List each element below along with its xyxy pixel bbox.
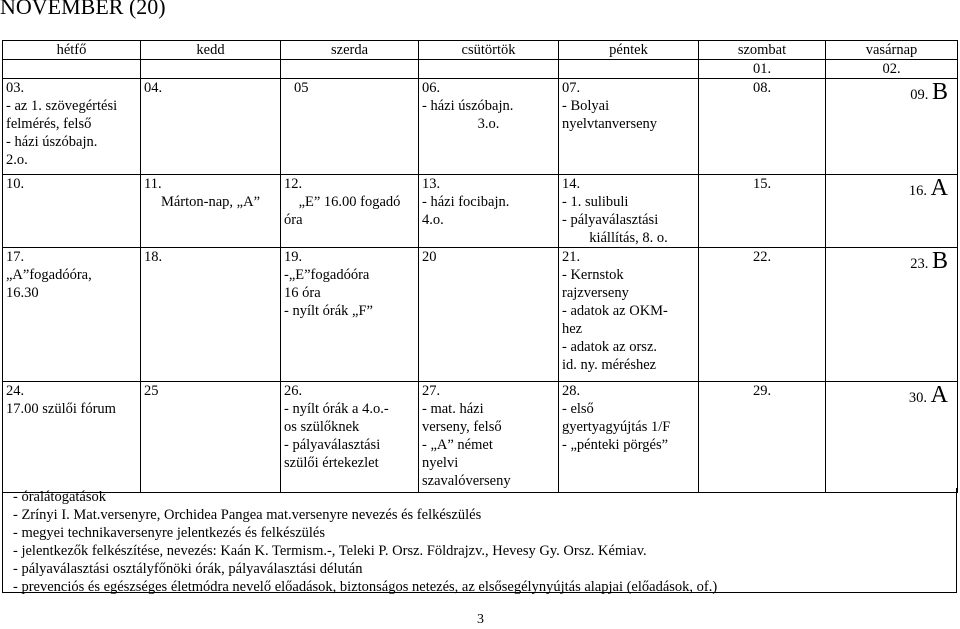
day-number: 11.	[144, 176, 162, 192]
day-15-cell	[699, 175, 826, 248]
day-19-cell: 19. -„E”fogadóóra 16 óra - nyílt órák „F”	[281, 248, 419, 382]
note-line: - jelentkezők felkészítése, nevezés: Kaán K. Termism.-, Teleki P. Orsz. Földrajzv., Hevesy Gy. Orsz. Kémiav.	[13, 543, 647, 559]
day-30-cell	[826, 382, 958, 493]
day-05-cell	[281, 79, 419, 175]
day-10-cell	[3, 175, 141, 248]
day-number: 18.	[144, 249, 163, 265]
day-06-cell: 06. - házi úszóbajn. 3.o.	[419, 79, 559, 175]
day-number: 21.	[562, 249, 581, 265]
day-number: 09.	[910, 87, 929, 103]
day-23-cell	[826, 248, 958, 382]
day-09-cell	[826, 79, 958, 175]
day-20-cell	[419, 248, 559, 382]
week-letter: B	[931, 79, 948, 105]
header-friday: péntek	[559, 41, 699, 60]
day-number: 24.	[6, 383, 25, 399]
note-line: - Zrínyi I. Mat.versenyre, Orchidea Pangea mat.versenyre nevezés és felkészülés	[13, 507, 482, 523]
day-number: 06.	[422, 80, 441, 96]
week-letter: B	[931, 248, 948, 274]
day-number: 05	[294, 80, 309, 96]
day-number: 25	[144, 383, 159, 399]
day-21-cell: 21. - Kernstok rajzverseny - adatok az OKM- hez - adatok az orsz. id. ny. méréshez	[559, 248, 699, 382]
day-number: 20	[422, 249, 437, 265]
day-number: 07.	[562, 80, 581, 96]
day-number: 27.	[422, 383, 441, 399]
day-26-cell: 26. - nyílt órák a 4.o.- os szülőknek - pályaválasztási szülői értekezlet	[281, 382, 419, 493]
page-number: 3	[477, 612, 484, 627]
day-number: 13.	[422, 176, 441, 192]
week0-row	[3, 60, 958, 79]
day-25-cell	[141, 382, 281, 493]
header-saturday: szombat	[699, 41, 826, 60]
day-number: 16.	[908, 183, 928, 199]
header-sunday: vasárnap	[826, 41, 958, 60]
day-18-cell	[141, 248, 281, 382]
day-24-cell: 24. 17.00 szülői fórum	[3, 382, 141, 493]
day-number: 10.	[6, 176, 25, 192]
note-line: - pályaválasztási osztályfőnöki órák, pályaválasztási délután	[13, 561, 363, 577]
day-04-cell	[141, 79, 281, 175]
day-29-cell	[699, 382, 826, 493]
day-number: 08.	[752, 80, 772, 96]
week3-row	[3, 248, 958, 382]
header-monday: hétfő	[3, 41, 141, 60]
page-title: NOVEMBER (20)	[0, 0, 166, 19]
day-number: 04.	[144, 80, 163, 96]
week-letter: A	[930, 175, 948, 201]
day-number: 19.	[284, 249, 303, 265]
day-number: 29.	[752, 383, 772, 399]
day-number: 22.	[752, 249, 772, 265]
day-17-cell: 17. „A”fogadóóra, 16.30	[3, 248, 141, 382]
day-12-cell: 12. „E” 16.00 fogadó óra	[281, 175, 419, 248]
week1-row	[3, 79, 958, 175]
week4-row	[3, 382, 958, 493]
day-01: 01.	[699, 60, 826, 79]
monthly-notes	[2, 488, 957, 593]
day-13-cell: 13. - házi focibajn. 4.o.	[419, 175, 559, 248]
note-line: - óralátogatások	[13, 489, 107, 505]
day-16-cell	[826, 175, 958, 248]
note-line: - prevenciós és egészséges életmódra nevelő előadások, biztonságos netezés, az elsősegélynyújtás alapjai (előadások, of.)	[13, 579, 718, 595]
day-number: 26.	[284, 383, 303, 399]
note-line: - megyei technikaversenyre jelentkezés és felkészülés	[13, 525, 326, 541]
day-number: 17.	[6, 249, 25, 265]
day-14-cell: 14. - 1. sulibuli - pályaválasztási kiállítás, 8. o.	[559, 175, 699, 248]
day-number: 12.	[284, 176, 303, 192]
header-thursday: csütörtök	[419, 41, 559, 60]
header-tuesday: kedd	[141, 41, 281, 60]
day-number: 23.	[910, 256, 929, 272]
day-number: 15.	[752, 176, 772, 192]
week-letter: A	[930, 382, 948, 408]
day-28-cell: 28. - első gyertyagyújtás 1/F - „pénteki pörgés”	[559, 382, 699, 493]
day-number: 03.	[6, 80, 25, 96]
day-22-cell	[699, 248, 826, 382]
day-number: 28.	[562, 383, 581, 399]
day-08-cell	[699, 79, 826, 175]
calendar-table	[2, 40, 958, 493]
day-11-cell: 11. Márton-nap, „A”	[141, 175, 281, 248]
week2-row	[3, 175, 958, 248]
day-03-cell: 03. - az 1. szövegértési felmérés, felső - házi úszóbajn. 2.o.	[3, 79, 141, 175]
day-number: 30.	[908, 390, 928, 406]
day-02: 02.	[826, 60, 958, 79]
day-27-cell: 27. - mat. házi verseny, felső - „A” német nyelvi szavalóverseny	[419, 382, 559, 493]
weekday-header-row	[3, 41, 958, 60]
header-wednesday: szerda	[281, 41, 419, 60]
day-07-cell: 07. - Bolyai nyelvtanverseny	[559, 79, 699, 175]
day-number: 14.	[562, 176, 581, 192]
